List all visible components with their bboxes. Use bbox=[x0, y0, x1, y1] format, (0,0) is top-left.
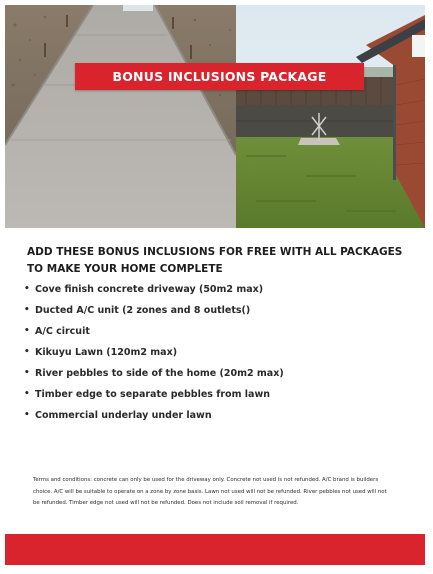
list-item bbox=[24, 344, 414, 365]
inclusion-text: Kikuyu Lawn (120m2 max) bbox=[35, 347, 178, 358]
list-item bbox=[24, 281, 414, 302]
footer-bar bbox=[5, 534, 425, 565]
inclusion-text: A/C circuit bbox=[35, 326, 90, 337]
concrete-driveway-photo bbox=[5, 5, 236, 228]
bullet-icon: • bbox=[24, 284, 30, 294]
banner-title: BONUS INCLUSIONS PACKAGE bbox=[75, 63, 364, 90]
bullet-icon: • bbox=[24, 368, 30, 378]
list-item bbox=[24, 323, 414, 344]
inclusion-text: Commercial underlay under lawn bbox=[35, 410, 212, 421]
bullet-icon: • bbox=[24, 305, 30, 315]
inclusion-text: Timber edge to separate pebbles from lawn bbox=[35, 389, 270, 400]
hero-images bbox=[5, 5, 425, 228]
list-item bbox=[24, 365, 414, 386]
inclusion-text: River pebbles to side of the home (20m2 max) bbox=[35, 368, 284, 379]
list-item bbox=[24, 386, 414, 407]
bullet-icon: • bbox=[24, 347, 30, 357]
kikuyu-lawn-backyard-photo bbox=[236, 5, 425, 228]
list-item bbox=[24, 407, 414, 428]
bullet-icon: • bbox=[24, 389, 30, 399]
terms-and-conditions: Terms and conditions: concrete can only be used for the driveway only. Concrete not used is not refunded. A/C brand is builders choice. A/C will be suitable to operate on a zone by zone basis. Lawn not used will not be refunded. River pebbles not used will not be refunded. Timber edge not used will not be refunded. Does not include soil removal if required. bbox=[33, 477, 387, 506]
page-headline: ADD THESE BONUS INCLUSIONS FOR FREE WITH ALL PACKAGES TO MAKE YOUR HOME COMPLETE bbox=[27, 246, 403, 275]
inclusions-list bbox=[24, 281, 414, 428]
bullet-icon: • bbox=[24, 326, 30, 336]
inclusion-text: Ducted A/C unit (2 zones and 8 outlets() bbox=[35, 305, 251, 316]
list-item bbox=[24, 302, 414, 323]
bullet-icon: • bbox=[24, 410, 30, 420]
inclusion-text: Cove finish concrete driveway (50m2 max) bbox=[35, 284, 264, 295]
